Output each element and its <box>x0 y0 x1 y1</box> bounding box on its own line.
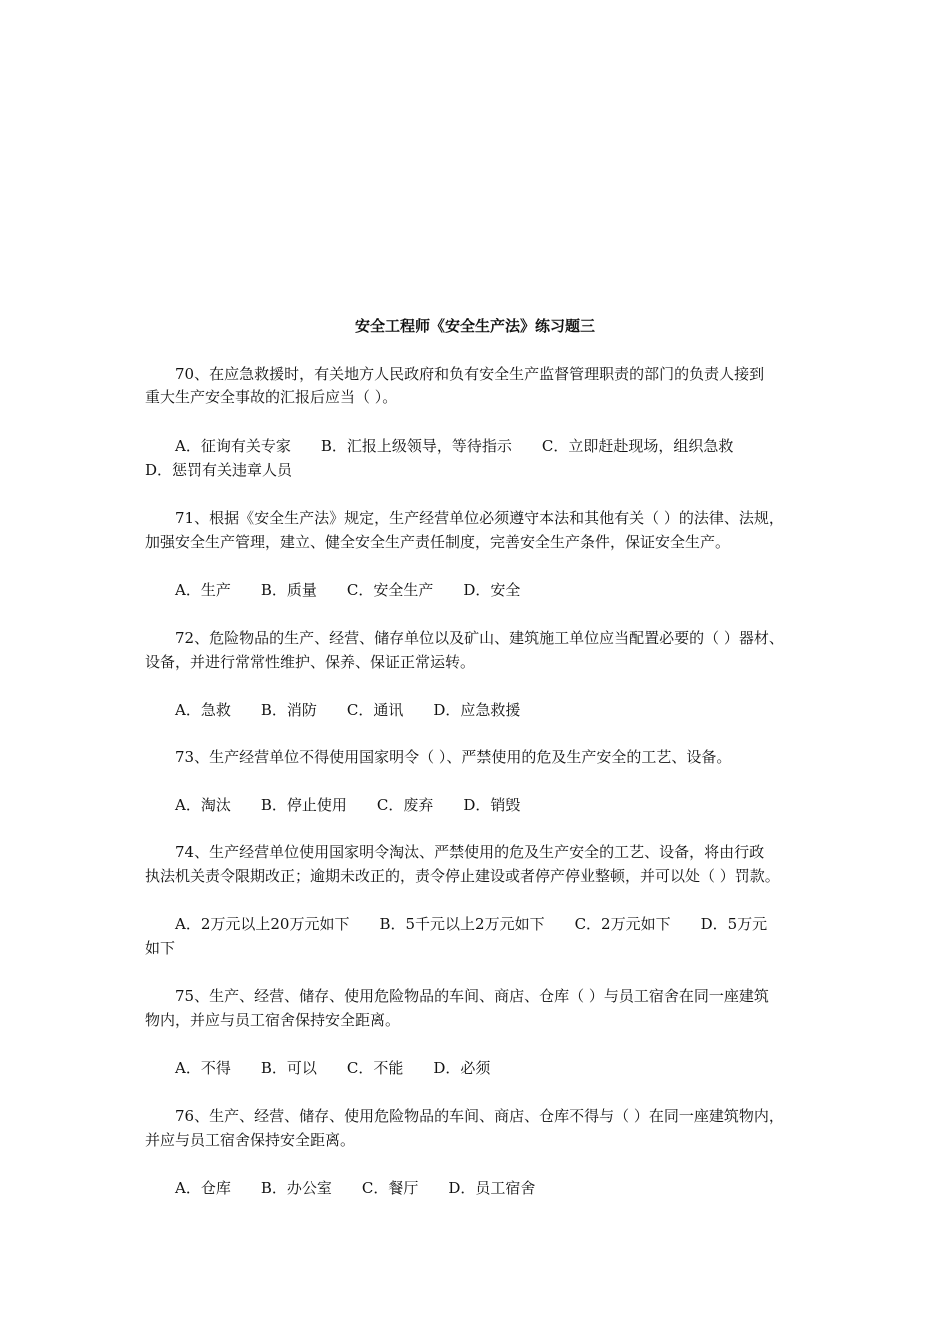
q70-options-line2: D．惩罚有关违章人员 <box>145 461 293 479</box>
q76-stem-line2: 并应与员工宿舍保持安全距离。 <box>145 1131 356 1149</box>
q72-stem-line2: 设备，并进行常常性维护、保养、保证正常运转。 <box>145 653 476 671</box>
q73-stem-line1: 73、生产经营单位不得使用国家明令（ ）、严禁使用的危及生产安全的工艺、设备。 <box>175 748 732 766</box>
q74-stem-line2: 执法机关责令限期改正；逾期未改正的，责令停止建设或者停产停业整顿，并可以处（ ）罚款。 <box>145 867 780 885</box>
q74-stem-line1: 74、生产经营单位使用国家明令淘汰、严禁使用的危及生产安全的工艺、设备，将由行政 <box>175 843 765 861</box>
q76-options: A．仓库 B．办公室 C．餐厅 D．员工宿舍 <box>175 1179 536 1197</box>
q70-options-line1: A．征询有关专家 B．汇报上级领导，等待指示 C．立即赶赴现场，组织急救 <box>175 437 734 455</box>
q71-stem-line1: 71、根据《安全生产法》规定，生产经营单位必须遵守本法和其他有关（ ）的法律、法规， <box>175 509 784 527</box>
q70-stem-line2: 重大生产安全事故的汇报后应当（ ）。 <box>145 388 398 406</box>
q71-stem-line2: 加强安全生产管理，建立、健全安全生产责任制度，完善安全生产条件，保证安全生产。 <box>145 533 731 551</box>
q76-stem-line1: 76、生产、经营、储存、使用危险物品的车间、商店、仓库不得与（ ）在同一座建筑物内， <box>175 1107 784 1125</box>
q75-stem-line2: 物内，并应与员工宿舍保持安全距离。 <box>145 1011 401 1029</box>
q74-options-line2: 如下 <box>145 939 176 957</box>
q73-options: A．淘汰 B．停止使用 C．废弃 D．销毁 <box>175 796 521 814</box>
q71-options: A．生产 B．质量 C．安全生产 D．安全 <box>175 581 521 599</box>
q75-options: A．不得 B．可以 C．不能 D．必须 <box>175 1059 491 1077</box>
document-title: 安全工程师《安全生产法》练习题三 <box>354 317 595 335</box>
q75-stem-line1: 75、生产、经营、储存、使用危险物品的车间、商店、仓库（ ）与员工宿舍在同一座建筑 <box>175 987 769 1005</box>
q72-stem-line1: 72、危险物品的生产、经营、储存单位以及矿山、建筑施工单位应当配置必要的（ ）器材、 <box>175 629 784 647</box>
q72-options: A．急救 B．消防 C．通讯 D．应急救援 <box>175 701 521 719</box>
q70-stem-line1: 70、在应急救援时，有关地方人民政府和负有安全生产监督管理职责的部门的负责人接到 <box>175 365 765 383</box>
q74-options-line1: A．2万元以上20万元如下 B．5千元以上2万元如下 C．2万元如下 D．5万元 <box>175 915 768 933</box>
